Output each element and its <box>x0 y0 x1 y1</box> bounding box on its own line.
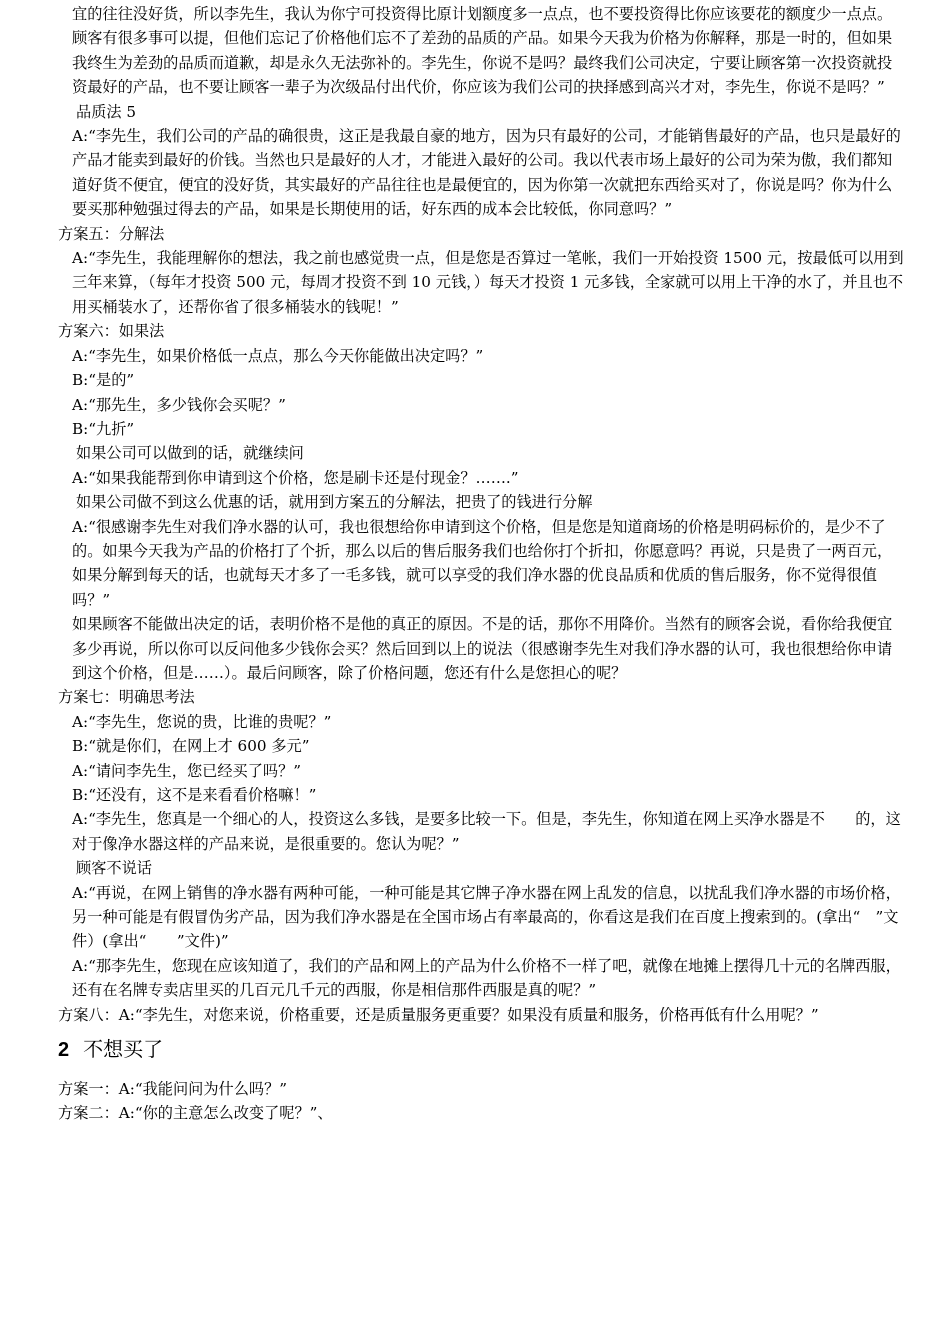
quality5-paragraph: A:“李先生，我们公司的产品的确很贵，这正是我最自豪的地方，因为只有最好的公司，才能销售最好的产品，也只是最好的产品才能卖到最好的价钱。当然也只是最好的人才，才能进入最好的公司。我以代表市场上最好的公司为荣为傲，我们都知道好货不便宜，便宜的没好货，其实最好的产品往往也是最便宜的，因为你第一次就把东西给买对了，你说是吗？你为什么要买那种勉强过得去的产品，如果是长期使用的话，好东西的成本会比较低，你同意吗？” <box>72 127 901 219</box>
quality5-title: 品质法 5 <box>76 102 137 121</box>
plan5-paragraph: A:“李先生，我能理解你的想法，我之前也感觉贵一点，但是您是否算过一笔帐，我们一开始投资 1500 元，按最低可以用到三年来算，（每年才投资 500 元，每周才投资不到 10 元钱，）每天才投资 1 元多钱，全家就可以用上干净的水了，并且也不用买桶装水了，还帮你省了很多桶装水的钱呢！” <box>72 249 904 316</box>
plan7-paragraph: A:“再说，在网上销售的净水器有两种可能，一种可能是其它牌子净水器在网上乱发的信息，以扰乱我们净水器的市场价格，另一种可能是有假冒伪劣产品，因为我们净水器是在全国市场占有率最高的，你看这是我们在百度上搜索到的。(拿出“ ”文件）(拿出“ ”文件)” <box>72 883 901 951</box>
plan6-line: A:“那先生，多少钱你会买呢？” <box>72 395 286 414</box>
plan7-label: 方案七：明确思考法 <box>58 688 195 707</box>
plan7-paragraph: A:“李先生，您真是一个细心的人，投资这么多钱，是要多比较一下。但是，李先生，你知道在网上买净水器是不 的，这对于像净水器这样的产品来说，是很重要的。您认为呢？” <box>72 810 901 853</box>
section-heading <box>0 1037 950 1063</box>
plan7-line: A:“李先生，您说的贵，比谁的贵呢？” <box>72 712 332 731</box>
plan7-line: A:“请问李先生，您已经买了吗？” <box>72 761 302 780</box>
section2-plan-line: 方案二：A:“你的主意怎么改变了呢？”、 <box>58 1104 333 1123</box>
section-number: 2 <box>58 1039 70 1062</box>
plan8-line: 方案八：A:“李先生，对您来说，价格重要，还是质量服务更重要？如果没有质量和服务，价格再低有什么用呢？” <box>58 1005 819 1024</box>
plan6-paragraph: 如果顾客不能做出决定的话，表明价格不是他的真正的原因。不是的话，那你不用降价。当然有的顾客会说，看你给我便宜多少再说，所以你可以反问他多少钱你会买？然后回到以上的说法（很感谢李先生对我们净水器的认可，我也很想给你申请到这个价格，但是……）。最后问顾客，除了价格问题，您还有什么是您担心的呢？ <box>72 615 893 682</box>
plan6-line: 如果公司可以做到的话，就继续问 <box>76 444 304 463</box>
plan6-line: 如果公司做不到这么优惠的话，就用到方案五的分解法，把贵了的钱进行分解 <box>76 493 593 512</box>
plan7-line: B:“就是你们，在网上才 600 多元” <box>72 737 310 756</box>
plan6-line: B:“是的” <box>72 371 135 390</box>
section-title: 不想买了 <box>83 1039 164 1062</box>
section2-plan-line: 方案一：A:“我能问问为什么吗？” <box>58 1080 288 1099</box>
plan7-silent-note: 顾客不说话 <box>76 859 152 878</box>
plan6-line: A:“如果我能帮到你申请到这个价格，您是刷卡还是付现金？…….” <box>72 468 519 487</box>
plan6-line: B:“九折” <box>72 419 135 438</box>
plan6-paragraph: A:“很感谢李先生对我们净水器的认可，我也很想给你申请到这个价格，但是您是知道商场的价格是明码标价的，是少不了的。如果今天我为产品的价格打了个折，那么以后的售后服务我们也给你打个折扣，你愿意吗？再说，只是贵了一两百元，如果分解到每天的话，也就每天才多了一毛多钱，就可以享受的我们净水器的优良品质和优质的售后服务，你不觉得很值吗？” <box>72 517 893 609</box>
intro-paragraph: 宜的往往没好货，所以李先生，我认为你宁可投资得比原计划额度多一点点，也不要投资得比你应该要花的额度少一点点。顾客有很多事可以提，但他们忘记了价格他们忘不了差劲的品质的产品。如果今天我为价格为你解释，那是一时的，但如果我终生为差劲的品质而道歉，却是永久无法弥补的。李先生，你说不是吗？最终我们公司决定，宁要让顾客第一次投资就投资最好的产品，也不要让顾客一辈子为次级品付出代价，你应该为我们公司的抉择感到高兴才对，李先生，你说不是吗？” <box>72 5 893 97</box>
plan7-paragraph: A:“那李先生，您现在应该知道了，我们的产品和网上的产品为什么价格不一样了吧，就像在地摊上摆得几十元的名牌西服，还有在名牌专卖店里买的几百元几千元的西服，你是相信那件西服是真的呢？” <box>72 956 901 1000</box>
plan6-line: A:“李先生，如果价格低一点点，那么今天你能做出决定吗？” <box>72 346 484 365</box>
plan7-line: B:“还没有，这不是来看看价格嘛！” <box>72 786 317 804</box>
plan5-label: 方案五：分解法 <box>58 224 165 243</box>
plan6-label: 方案六：如果法 <box>58 322 165 341</box>
